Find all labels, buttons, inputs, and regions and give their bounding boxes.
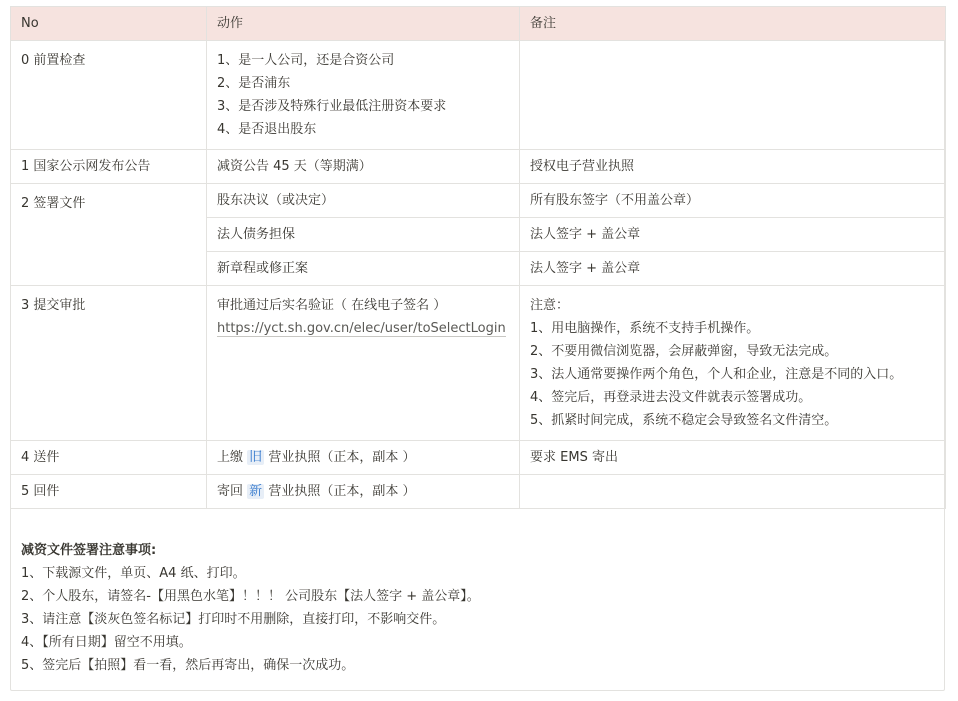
row-no: 4 送件: [11, 441, 207, 475]
header-note: 备注: [520, 7, 946, 41]
header-no: No: [11, 7, 207, 41]
callout-block: [10, 6, 945, 691]
row-action: 新章程或修正案: [207, 252, 520, 286]
table-row: [11, 41, 946, 150]
row-note: 授权电子营业执照: [520, 150, 946, 184]
note-line: 2、不要用微信浏览器，会屏蔽弹窗，导致无法完成。: [530, 344, 838, 359]
row-note: 法人签字 + 盖公章: [520, 252, 946, 286]
note-line: 4、签完后，再登录进去没文件就表示签署成功。: [530, 390, 812, 405]
action-line: 1、是一人公司，还是合资公司: [217, 53, 395, 68]
row-action: [207, 41, 520, 150]
row-action: [207, 475, 520, 509]
notes-item: 2、个人股东，请签名-【用黑色水笔】！！！ 公司股东【法人签字 + 盖公章】。: [21, 589, 480, 604]
action-line: 3、是否涉及特殊行业最低注册资本要求: [217, 99, 447, 114]
notes-item: 1、下载源文件，单页、A4 纸、打印。: [21, 566, 246, 581]
action-line: 2、是否浦东: [217, 76, 291, 91]
row-no: 1 国家公示网发布公告: [11, 150, 207, 184]
highlight-new: 新: [249, 484, 263, 499]
row-note: [520, 475, 946, 509]
notes-item: 5、签完后【拍照】看一看，然后再寄出，确保一次成功。: [21, 658, 355, 673]
table-row: [11, 286, 946, 441]
login-link[interactable]: https://yct.sh.gov.cn/elec/user/toSelectLogin: [217, 321, 506, 336]
table-row: [11, 475, 946, 509]
action-post: 营业执照（正本，副本 ）: [268, 484, 416, 499]
header-action: 动作: [207, 7, 520, 41]
action-line: 审批通过后实名验证（ 在线电子签名 ）: [217, 298, 447, 313]
action-line: 4、是否退出股东: [217, 122, 317, 137]
action-post: 营业执照（正本，副本 ）: [268, 450, 416, 465]
notes-item: 4、【所有日期】留空不用填。: [21, 635, 192, 650]
row-note: [520, 41, 946, 150]
signing-notes: [11, 509, 944, 677]
table-row: [11, 441, 946, 475]
row-action: 法人债务担保: [207, 218, 520, 252]
row-note: 法人签字 + 盖公章: [520, 218, 946, 252]
row-no: 3 提交审批: [11, 286, 207, 441]
note-line: 5、抓紧时间完成，系统不稳定会导致签名文件清空。: [530, 413, 838, 428]
process-table: [10, 6, 946, 509]
row-action: 股东决议（或决定）: [207, 184, 520, 218]
notes-item: 3、请注意【淡灰色签名标记】打印时不用删除，直接打印，不影响交件。: [21, 612, 446, 627]
action-pre: 寄回: [217, 484, 244, 499]
note-line: 3、法人通常要操作两个角色，个人和企业，注意是不同的入口。: [530, 367, 903, 382]
row-no: 0 前置检查: [11, 41, 207, 150]
action-pre: 上缴: [217, 450, 244, 465]
row-note: [520, 286, 946, 441]
row-action: [207, 286, 520, 441]
note-line: 注意：: [530, 298, 570, 313]
highlight-old: 旧: [249, 450, 263, 465]
notes-title: 减资文件签署注意事项:: [21, 543, 157, 558]
table-row: [11, 184, 946, 218]
row-note: 所有股东签字（不用盖公章）: [520, 184, 946, 218]
table-header-row: [11, 7, 946, 41]
row-no: 5 回件: [11, 475, 207, 509]
table-row: [11, 150, 946, 184]
row-note: 要求 EMS 寄出: [520, 441, 946, 475]
note-line: 1、用电脑操作，系统不支持手机操作。: [530, 321, 760, 336]
row-action: [207, 441, 520, 475]
row-no: 2 签署文件: [11, 184, 207, 286]
row-action: 减资公告 45 天（等期满）: [207, 150, 520, 184]
